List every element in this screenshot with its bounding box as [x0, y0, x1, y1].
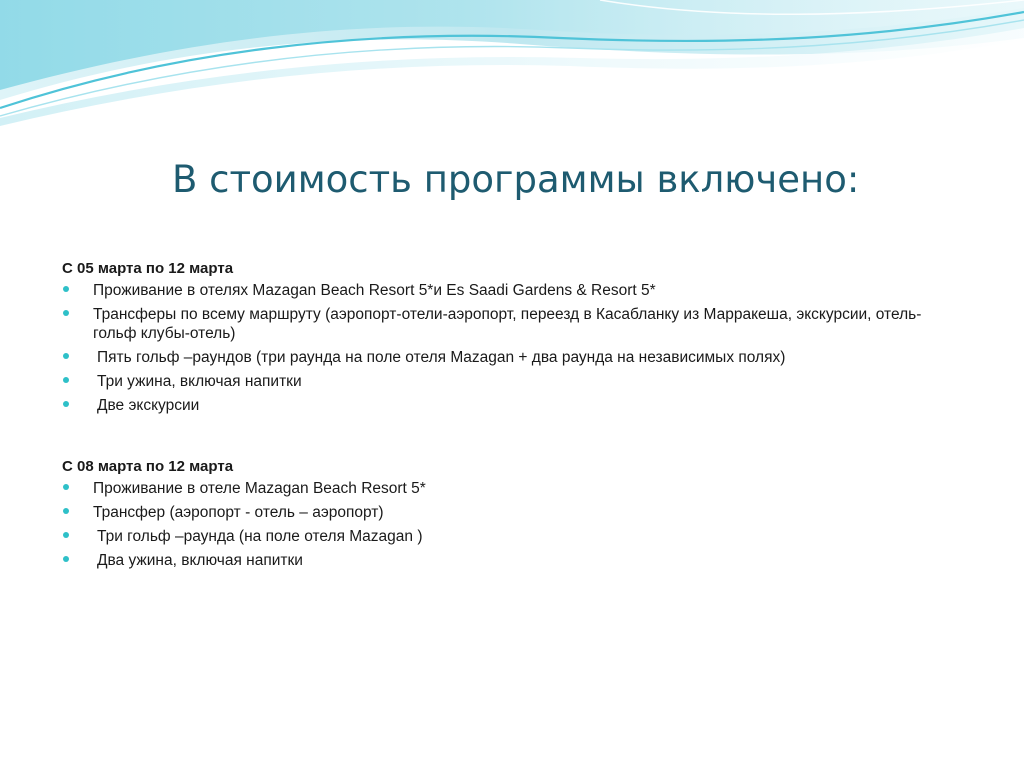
bullet-dot-icon	[63, 556, 69, 562]
bullet-dot-icon	[63, 401, 69, 407]
bullet-dot-icon	[63, 286, 69, 292]
bullet-dot-icon	[63, 377, 69, 383]
list-item	[62, 396, 962, 415]
list-item-text: Трансфер (аэропорт - отель – аэропорт)	[93, 504, 384, 521]
list-item-text: Три ужина, включая напитки	[97, 373, 302, 390]
section-heading: С 05 марта по 12 марта	[62, 260, 234, 277]
list-item-text: Две экскурсии	[97, 397, 200, 414]
bullet-dot-icon	[63, 532, 69, 538]
wave-decoration	[0, 0, 1024, 130]
list-item-text: Пять гольф –раундов (три раунда на поле отеля Mazagan + два раунда на независимых полях)	[97, 349, 786, 366]
section-march-05-12	[62, 257, 962, 415]
list-item	[62, 348, 962, 367]
list-item-text: Проживание в отеле Mazagan Beach Resort 5*	[93, 480, 426, 497]
bullet-dot-icon	[63, 310, 69, 316]
bullet-dot-icon	[63, 353, 69, 359]
list-item-text: Три гольф –раунда (на поле отеля Mazagan )	[97, 528, 423, 545]
list-item	[62, 503, 962, 522]
content-body	[62, 257, 962, 575]
list-item	[62, 281, 962, 300]
list-item	[62, 527, 962, 546]
list-item-text: Проживание в отелях Mazagan Beach Resort 5*и Es Saadi Gardens & Resort 5*	[93, 282, 656, 299]
bullet-dot-icon	[63, 484, 69, 490]
list-item	[62, 305, 962, 343]
slide-title: В стоимость программы включено:	[172, 158, 860, 201]
bullet-list	[62, 479, 962, 570]
bullet-list	[62, 281, 962, 415]
section-march-08-12	[62, 455, 962, 570]
list-item	[62, 479, 962, 498]
list-item	[62, 551, 962, 570]
bullet-dot-icon	[63, 508, 69, 514]
list-item-text: Два ужина, включая напитки	[97, 552, 303, 569]
list-item	[62, 372, 962, 391]
list-item-text: Трансферы по всему маршруту (аэропорт-отели-аэропорт, переезд в Касабланку из Марракеша, экскурсии, отель-гольф клубы-отель)	[93, 306, 922, 342]
section-heading: С 08 марта по 12 марта	[62, 458, 234, 475]
